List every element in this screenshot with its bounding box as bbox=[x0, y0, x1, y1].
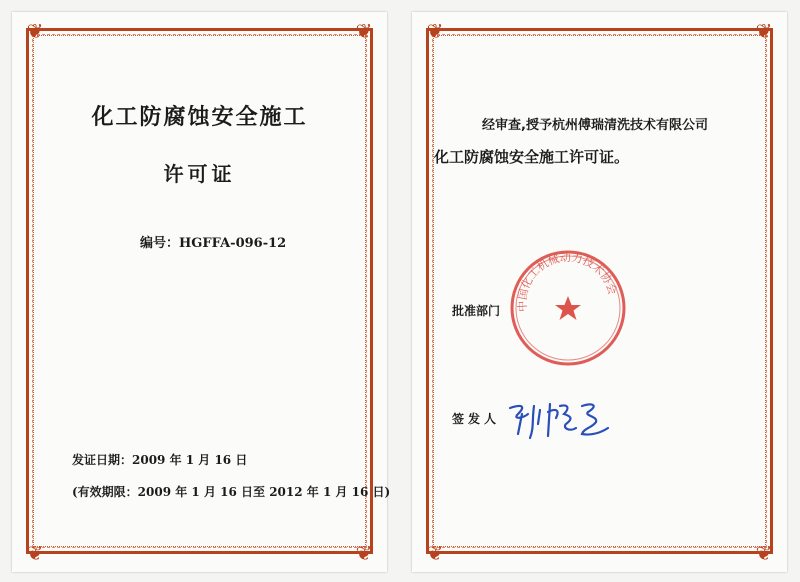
approval-statement-line2: 化工防腐蚀安全施工许可证。 bbox=[434, 148, 630, 166]
bow-ornament-icon: ❦ bbox=[426, 541, 444, 565]
certificate-approval-page bbox=[412, 12, 787, 572]
approver-label: 批准部门 bbox=[452, 304, 501, 318]
certificate-subtitle: 许可证 bbox=[163, 162, 236, 186]
bow-ornament-icon: ❦ bbox=[755, 19, 773, 43]
issue-date: 发证日期：2009 年 1 月 16 日 bbox=[72, 453, 248, 467]
svg-text:中国化工机械动力技术协会: 中国化工机械动力技术协会 bbox=[515, 250, 620, 313]
bow-ornament-icon: ❦ bbox=[26, 541, 44, 565]
bow-ornament-icon: ❦ bbox=[426, 19, 444, 43]
handwritten-signature bbox=[504, 394, 614, 442]
bow-ornament-icon: ❦ bbox=[355, 19, 373, 43]
validity-period: (有效期限：2009 年 1 月 16 日至 2012 年 1 月 16 日) bbox=[72, 485, 391, 499]
bow-ornament-icon: ❦ bbox=[26, 19, 44, 43]
certificate-title: 化工防腐蚀安全施工 bbox=[91, 105, 308, 130]
certificate-cover-page bbox=[12, 12, 391, 572]
bow-ornament-icon: ❦ bbox=[355, 541, 373, 565]
approval-statement-line1: 经审查,授予杭州傅瑞清洗技术有限公司 bbox=[482, 118, 708, 133]
official-seal-icon bbox=[508, 248, 628, 368]
certificate-number: 编号：HGFFA-096-12 bbox=[140, 236, 287, 251]
issuer-label: 签发人 bbox=[452, 412, 501, 426]
bow-ornament-icon: ❦ bbox=[755, 541, 773, 565]
